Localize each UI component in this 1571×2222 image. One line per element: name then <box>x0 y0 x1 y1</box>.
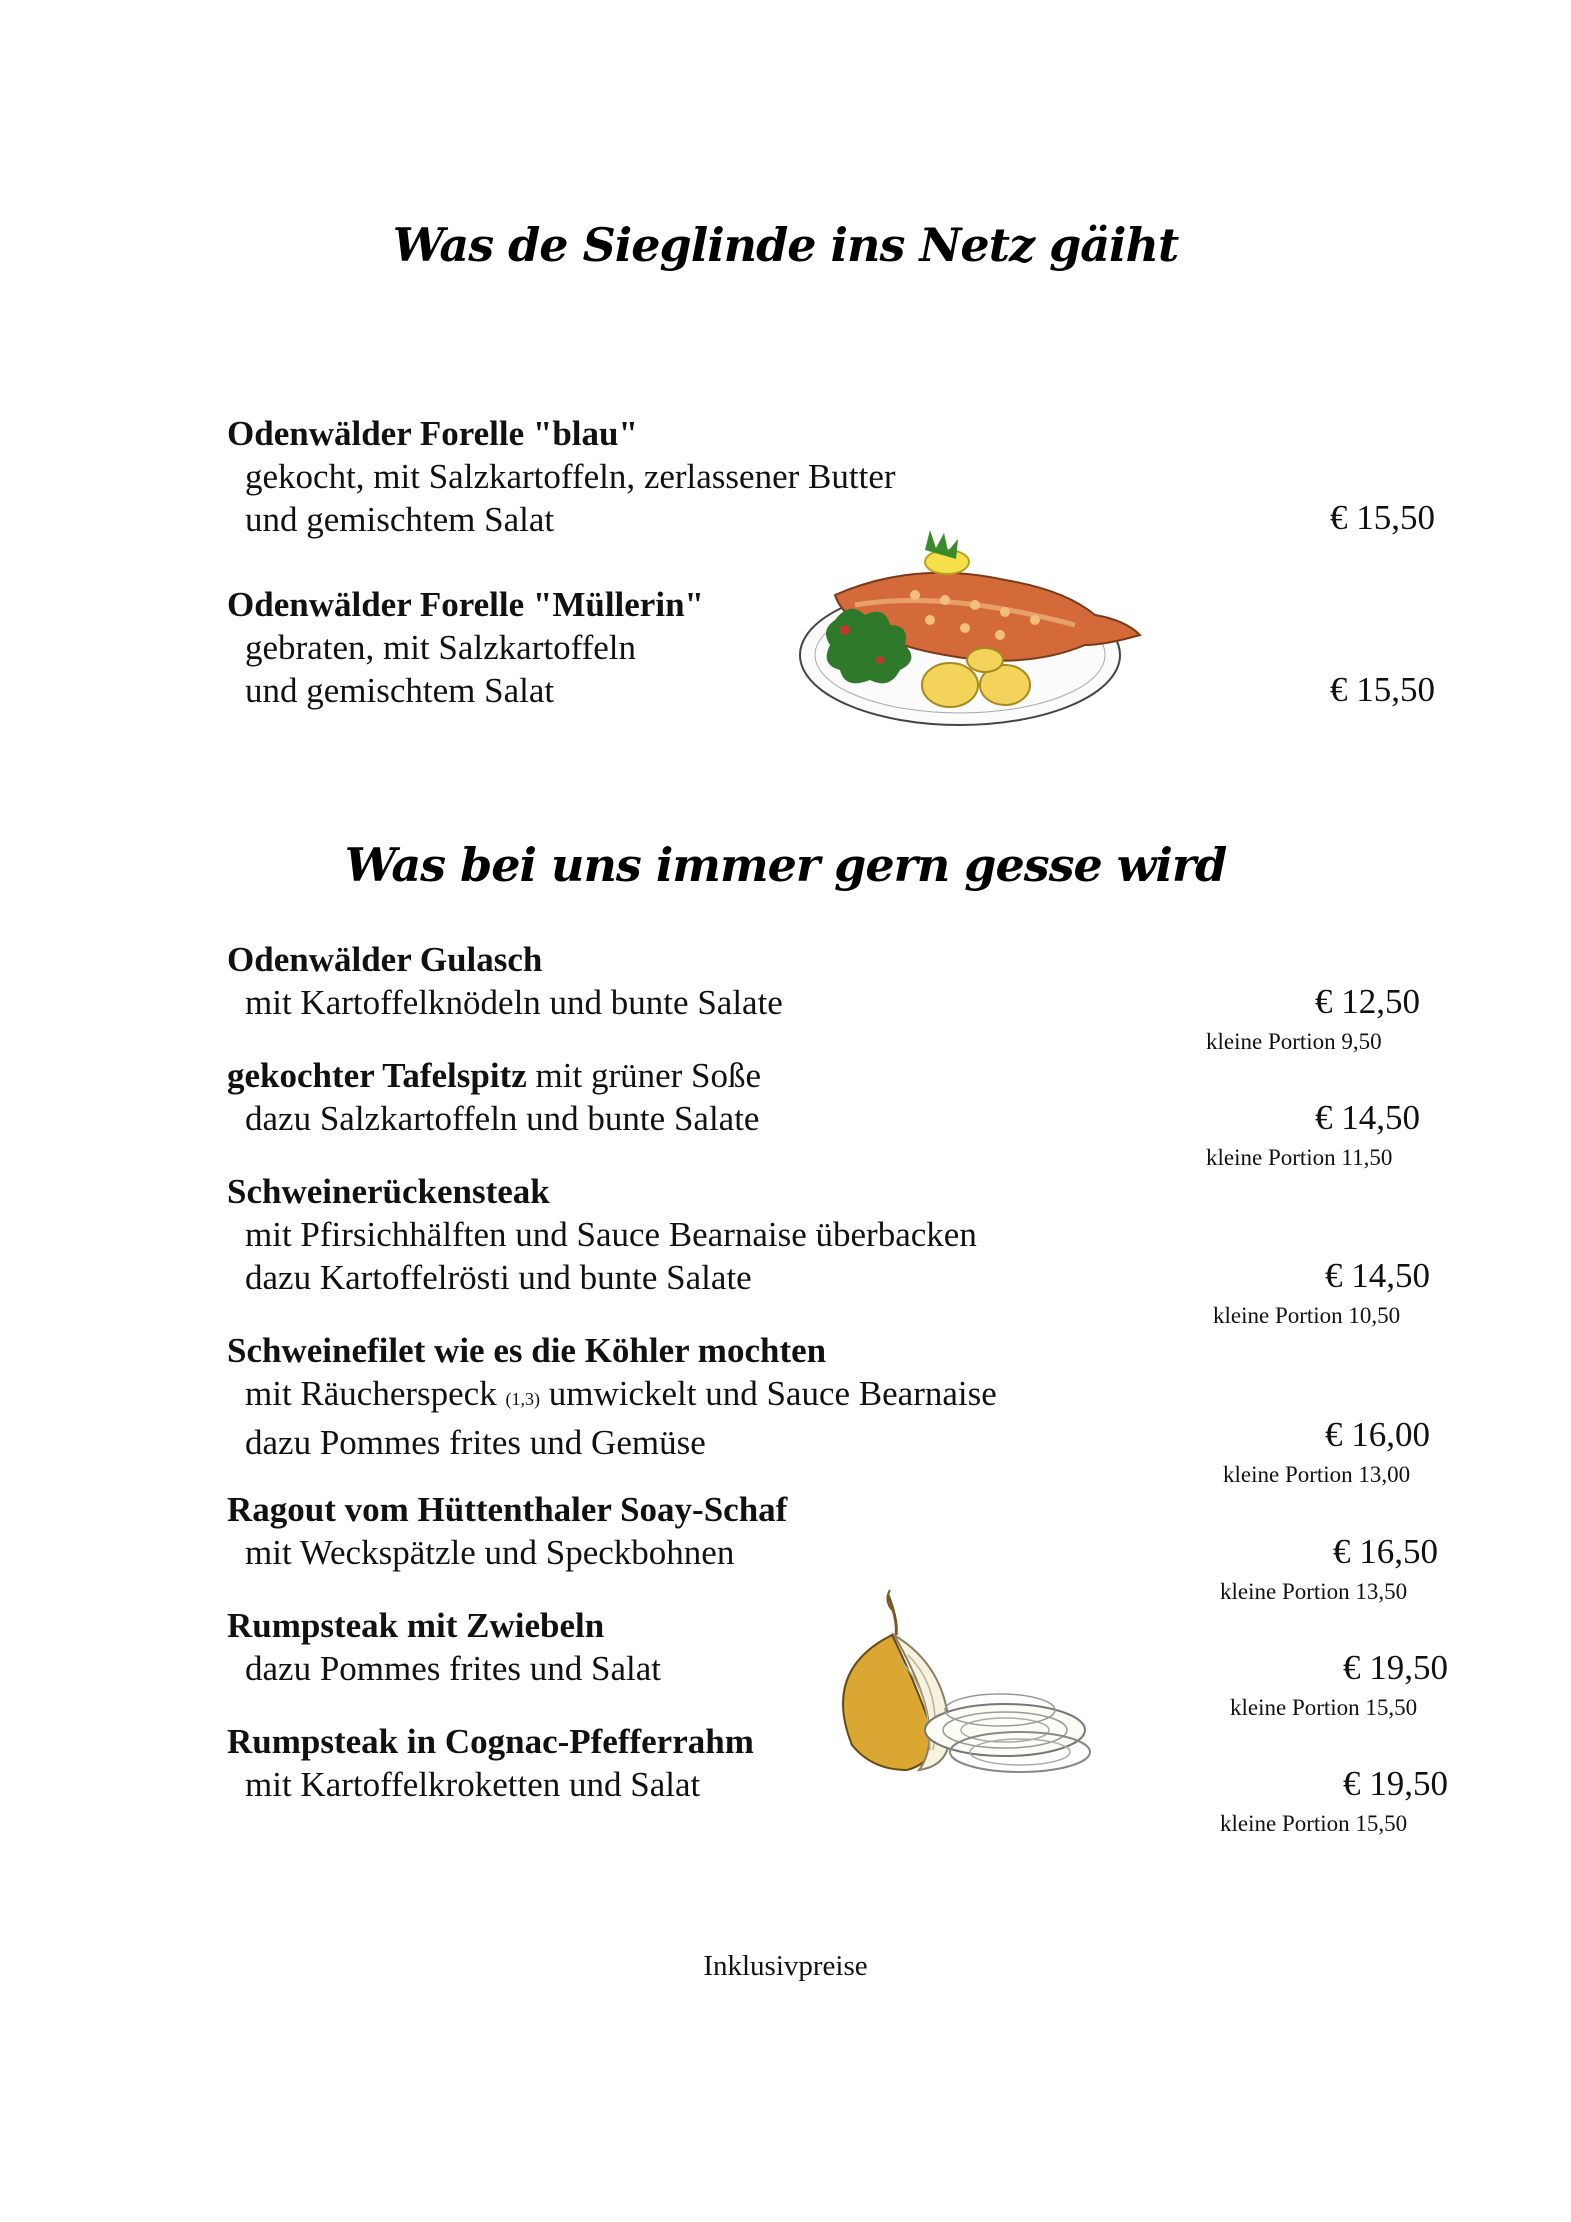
dish-description: mit Weckspätzle und Speckbohnen <box>245 1533 735 1572</box>
desc-part: umwickelt und Sauce Bearnaise <box>539 1374 997 1413</box>
dish-description: mit Kartoffelkroketten und Salat <box>245 1765 701 1804</box>
small-portion-price: kleine Portion 13,50 <box>1220 1579 1408 1604</box>
price: € 19,50 <box>1343 1648 1448 1687</box>
dish-description: und gemischtem Salat <box>245 671 555 710</box>
fish-plate-illustration <box>795 520 1160 730</box>
dish-name-suffix: mit grüner Soße <box>526 1056 762 1095</box>
price: € 16,00 <box>1325 1415 1430 1454</box>
dish-description: dazu Salzkartoffeln und bunte Salate <box>245 1099 760 1138</box>
dish-name: Rumpsteak mit Zwiebeln <box>227 1606 605 1645</box>
onion-illustration <box>830 1580 1115 1790</box>
dish-name: Ragout vom Hüttenthaler Soay-Schaf <box>227 1490 788 1529</box>
price: € 15,50 <box>1330 498 1435 537</box>
dish-name: gekochter Tafelspitz <box>227 1056 527 1095</box>
dish-description: dazu Kartoffelrösti und bunte Salate <box>245 1258 752 1297</box>
price: € 14,50 <box>1325 1256 1430 1295</box>
allergen-note: (1,3) <box>505 1389 540 1409</box>
dish-schweinefilet <box>227 1329 997 1464</box>
small-portion-price: kleine Portion 15,50 <box>1230 1695 1418 1720</box>
small-portion-price: kleine Portion 15,50 <box>1220 1811 1408 1836</box>
price: € 19,50 <box>1343 1764 1448 1803</box>
dish-name: Odenwälder Gulasch <box>227 940 543 979</box>
dish-rumpsteak-cognac <box>227 1720 754 1806</box>
dish-name-line <box>227 1054 761 1097</box>
dish-description <box>227 1372 997 1421</box>
dish-description: und gemischtem Salat <box>245 500 555 539</box>
footer-note: Inklusivpreise <box>703 1950 868 1982</box>
small-portion-price: kleine Portion 10,50 <box>1213 1303 1401 1328</box>
dish-description: gekocht, mit Salzkartoffeln, zerlassener Butter <box>245 457 896 496</box>
dish-name: Odenwälder Forelle "Müllerin" <box>227 585 704 624</box>
price: € 12,50 <box>1315 982 1420 1021</box>
dish-forelle-muellerin <box>227 583 704 712</box>
dish-description: mit Kartoffelknödeln und bunte Salate <box>245 983 783 1022</box>
dish-description: mit Pfirsichhälften und Sauce Bearnaise überbacken <box>245 1215 977 1254</box>
dish-ragout-soay-schaf <box>227 1488 787 1574</box>
dish-gulasch <box>227 938 783 1024</box>
dish-name: Schweinefilet wie es die Köhler mochten <box>227 1331 827 1370</box>
section-title-fish: Was de Sieglinde ins Netz gäiht <box>392 218 1179 272</box>
dish-name: Schweinerückensteak <box>227 1172 550 1211</box>
dish-description: gebraten, mit Salzkartoffeln <box>245 628 637 667</box>
dish-schweinerueckensteak <box>227 1170 977 1299</box>
small-portion-price: kleine Portion 13,00 <box>1223 1462 1411 1487</box>
dish-rumpsteak-zwiebeln <box>227 1604 661 1690</box>
small-portion-price: kleine Portion 11,50 <box>1206 1145 1393 1170</box>
price: € 16,50 <box>1333 1532 1438 1571</box>
dish-description: dazu Pommes frites und Gemüse <box>245 1423 706 1462</box>
dish-name: Odenwälder Forelle "blau" <box>227 414 638 453</box>
dish-tafelspitz <box>227 1054 761 1140</box>
price: € 15,50 <box>1330 670 1435 709</box>
desc-part: mit Räucherspeck <box>245 1374 506 1413</box>
dish-name: Rumpsteak in Cognac-Pfefferrahm <box>227 1722 754 1761</box>
price: € 14,50 <box>1315 1098 1420 1137</box>
small-portion-price: kleine Portion 9,50 <box>1206 1029 1382 1054</box>
section-title-main-dishes: Was bei uns immer gern gesse wird <box>344 838 1227 892</box>
dish-description: dazu Pommes frites und Salat <box>245 1649 662 1688</box>
